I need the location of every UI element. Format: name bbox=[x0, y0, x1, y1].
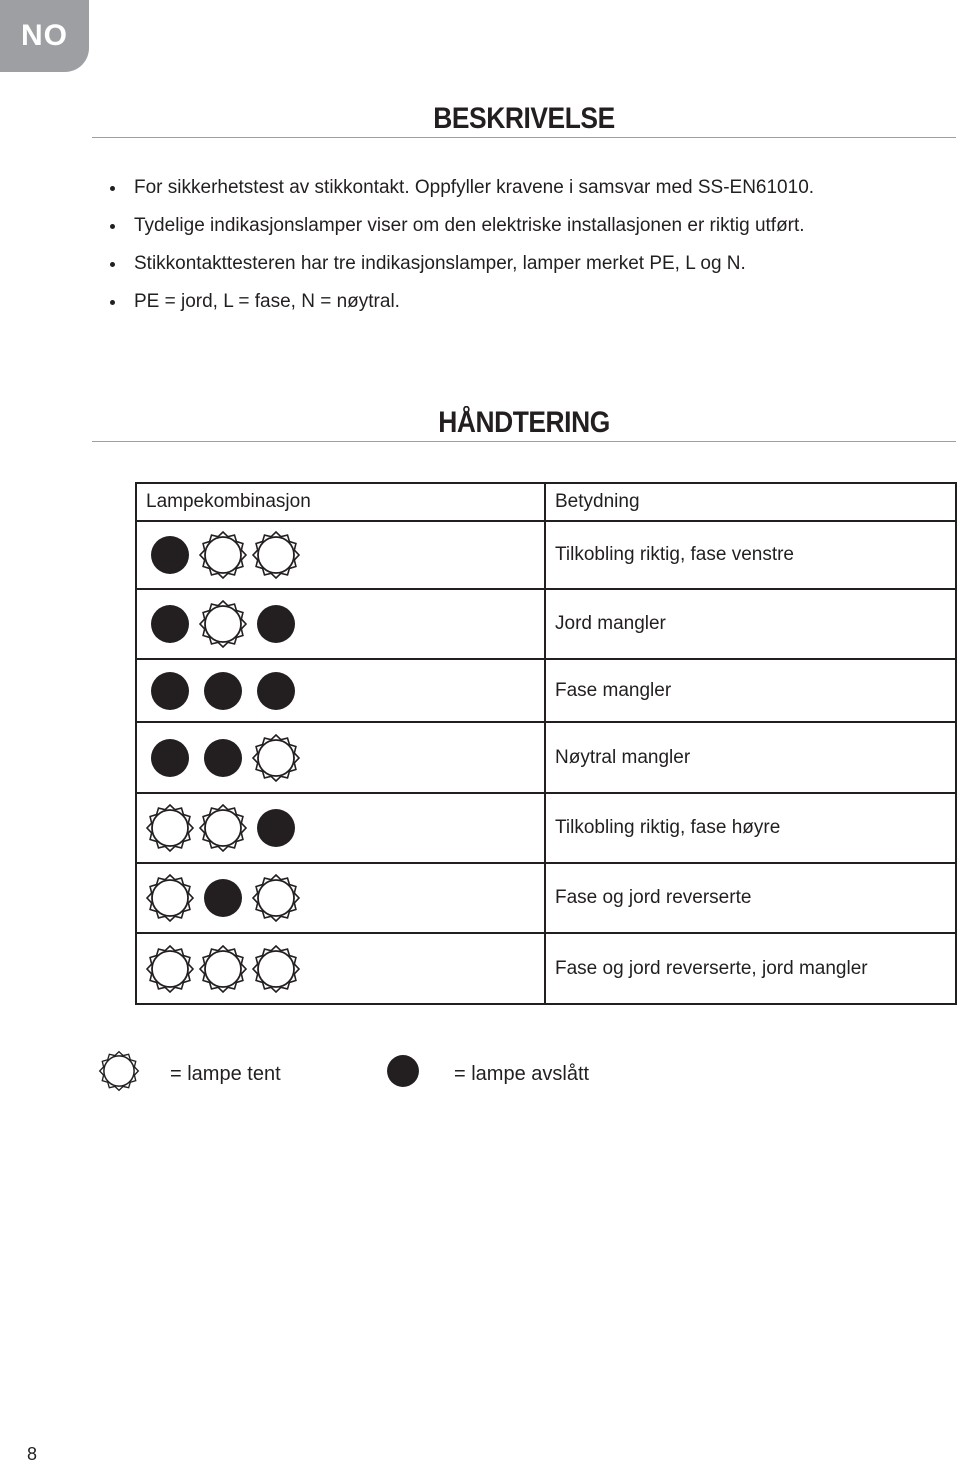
meaning-cell: Tilkobling riktig, fase venstre bbox=[545, 521, 956, 589]
lamp-off-icon bbox=[198, 733, 248, 783]
lamp-combination-cell bbox=[136, 793, 545, 863]
lamp-off-icon bbox=[251, 599, 301, 649]
lamp-on-icon bbox=[198, 599, 248, 649]
table-row bbox=[136, 933, 956, 1004]
lamp-on-icon bbox=[198, 530, 248, 580]
lamp-combination-cell bbox=[136, 589, 545, 659]
meaning-cell: Fase mangler bbox=[545, 659, 956, 722]
description-heading: BESKRIVELSE bbox=[433, 102, 615, 135]
lamp-combination-cell bbox=[136, 722, 545, 793]
table-row bbox=[136, 521, 956, 589]
lamp-combination-cell bbox=[136, 659, 545, 722]
column-header-lamps: Lampekombinasjon bbox=[136, 483, 545, 521]
meaning-cell: Nøytral mangler bbox=[545, 722, 956, 793]
lamp-on-icon bbox=[145, 944, 195, 994]
handling-heading: HÅNDTERING bbox=[438, 406, 610, 439]
lamp-off-icon bbox=[145, 599, 195, 649]
lamp-on-icon bbox=[145, 873, 195, 923]
page-number: 8 bbox=[27, 1444, 38, 1464]
lamp-on-icon bbox=[198, 803, 248, 853]
description-list bbox=[108, 174, 814, 326]
description-divider bbox=[92, 137, 956, 138]
column-header-meaning: Betydning bbox=[545, 483, 956, 521]
lamp-off-icon bbox=[145, 530, 195, 580]
lamp-on-icon bbox=[251, 873, 301, 923]
legend-item-on bbox=[98, 1050, 281, 1098]
meaning-cell: Jord mangler bbox=[545, 589, 956, 659]
lamp-combination-table bbox=[135, 482, 957, 1005]
lamp-on-icon bbox=[251, 530, 301, 580]
language-tab: NO bbox=[0, 0, 89, 72]
lamp-off-icon bbox=[198, 666, 248, 716]
lamp-on-icon bbox=[251, 733, 301, 783]
lamp-on-icon bbox=[98, 1050, 140, 1098]
lamp-on-icon bbox=[145, 803, 195, 853]
table-header-row bbox=[136, 483, 956, 521]
lamp-off-icon bbox=[145, 733, 195, 783]
legend-label-on: = lampe tent bbox=[170, 1062, 281, 1085]
list-item: For sikkerhetstest av stikkontakt. Oppfyller kravene i samsvar med SS-EN61010. bbox=[108, 174, 814, 212]
lamp-combination-cell bbox=[136, 933, 545, 1004]
lamp-combination-cell bbox=[136, 863, 545, 933]
meaning-cell: Fase og jord reverserte, jord mangler bbox=[545, 933, 956, 1004]
lamp-off-icon bbox=[145, 666, 195, 716]
lamp-off-icon bbox=[382, 1050, 424, 1098]
lamp-on-icon bbox=[251, 944, 301, 994]
lamp-off-icon bbox=[251, 666, 301, 716]
legend bbox=[0, 1050, 960, 1100]
list-item: PE = jord, L = fase, N = nøytral. bbox=[108, 288, 814, 326]
legend-item-off bbox=[382, 1050, 589, 1098]
lamp-on-icon bbox=[198, 944, 248, 994]
lamp-combination-cell bbox=[136, 521, 545, 589]
meaning-cell: Fase og jord reverserte bbox=[545, 863, 956, 933]
lamp-off-icon bbox=[198, 873, 248, 923]
table-row bbox=[136, 589, 956, 659]
handling-divider bbox=[92, 441, 956, 442]
list-item: Stikkontakttesteren har tre indikasjonslamper, lamper merket PE, L og N. bbox=[108, 250, 814, 288]
table-row bbox=[136, 793, 956, 863]
list-item: Tydelige indikasjonslamper viser om den elektriske installasjonen er riktig utført. bbox=[108, 212, 814, 250]
legend-label-off: = lampe avslått bbox=[454, 1062, 590, 1085]
table-row bbox=[136, 722, 956, 793]
meaning-cell: Tilkobling riktig, fase høyre bbox=[545, 793, 956, 863]
lamp-off-icon bbox=[251, 803, 301, 853]
table-row bbox=[136, 863, 956, 933]
table-row bbox=[136, 659, 956, 722]
